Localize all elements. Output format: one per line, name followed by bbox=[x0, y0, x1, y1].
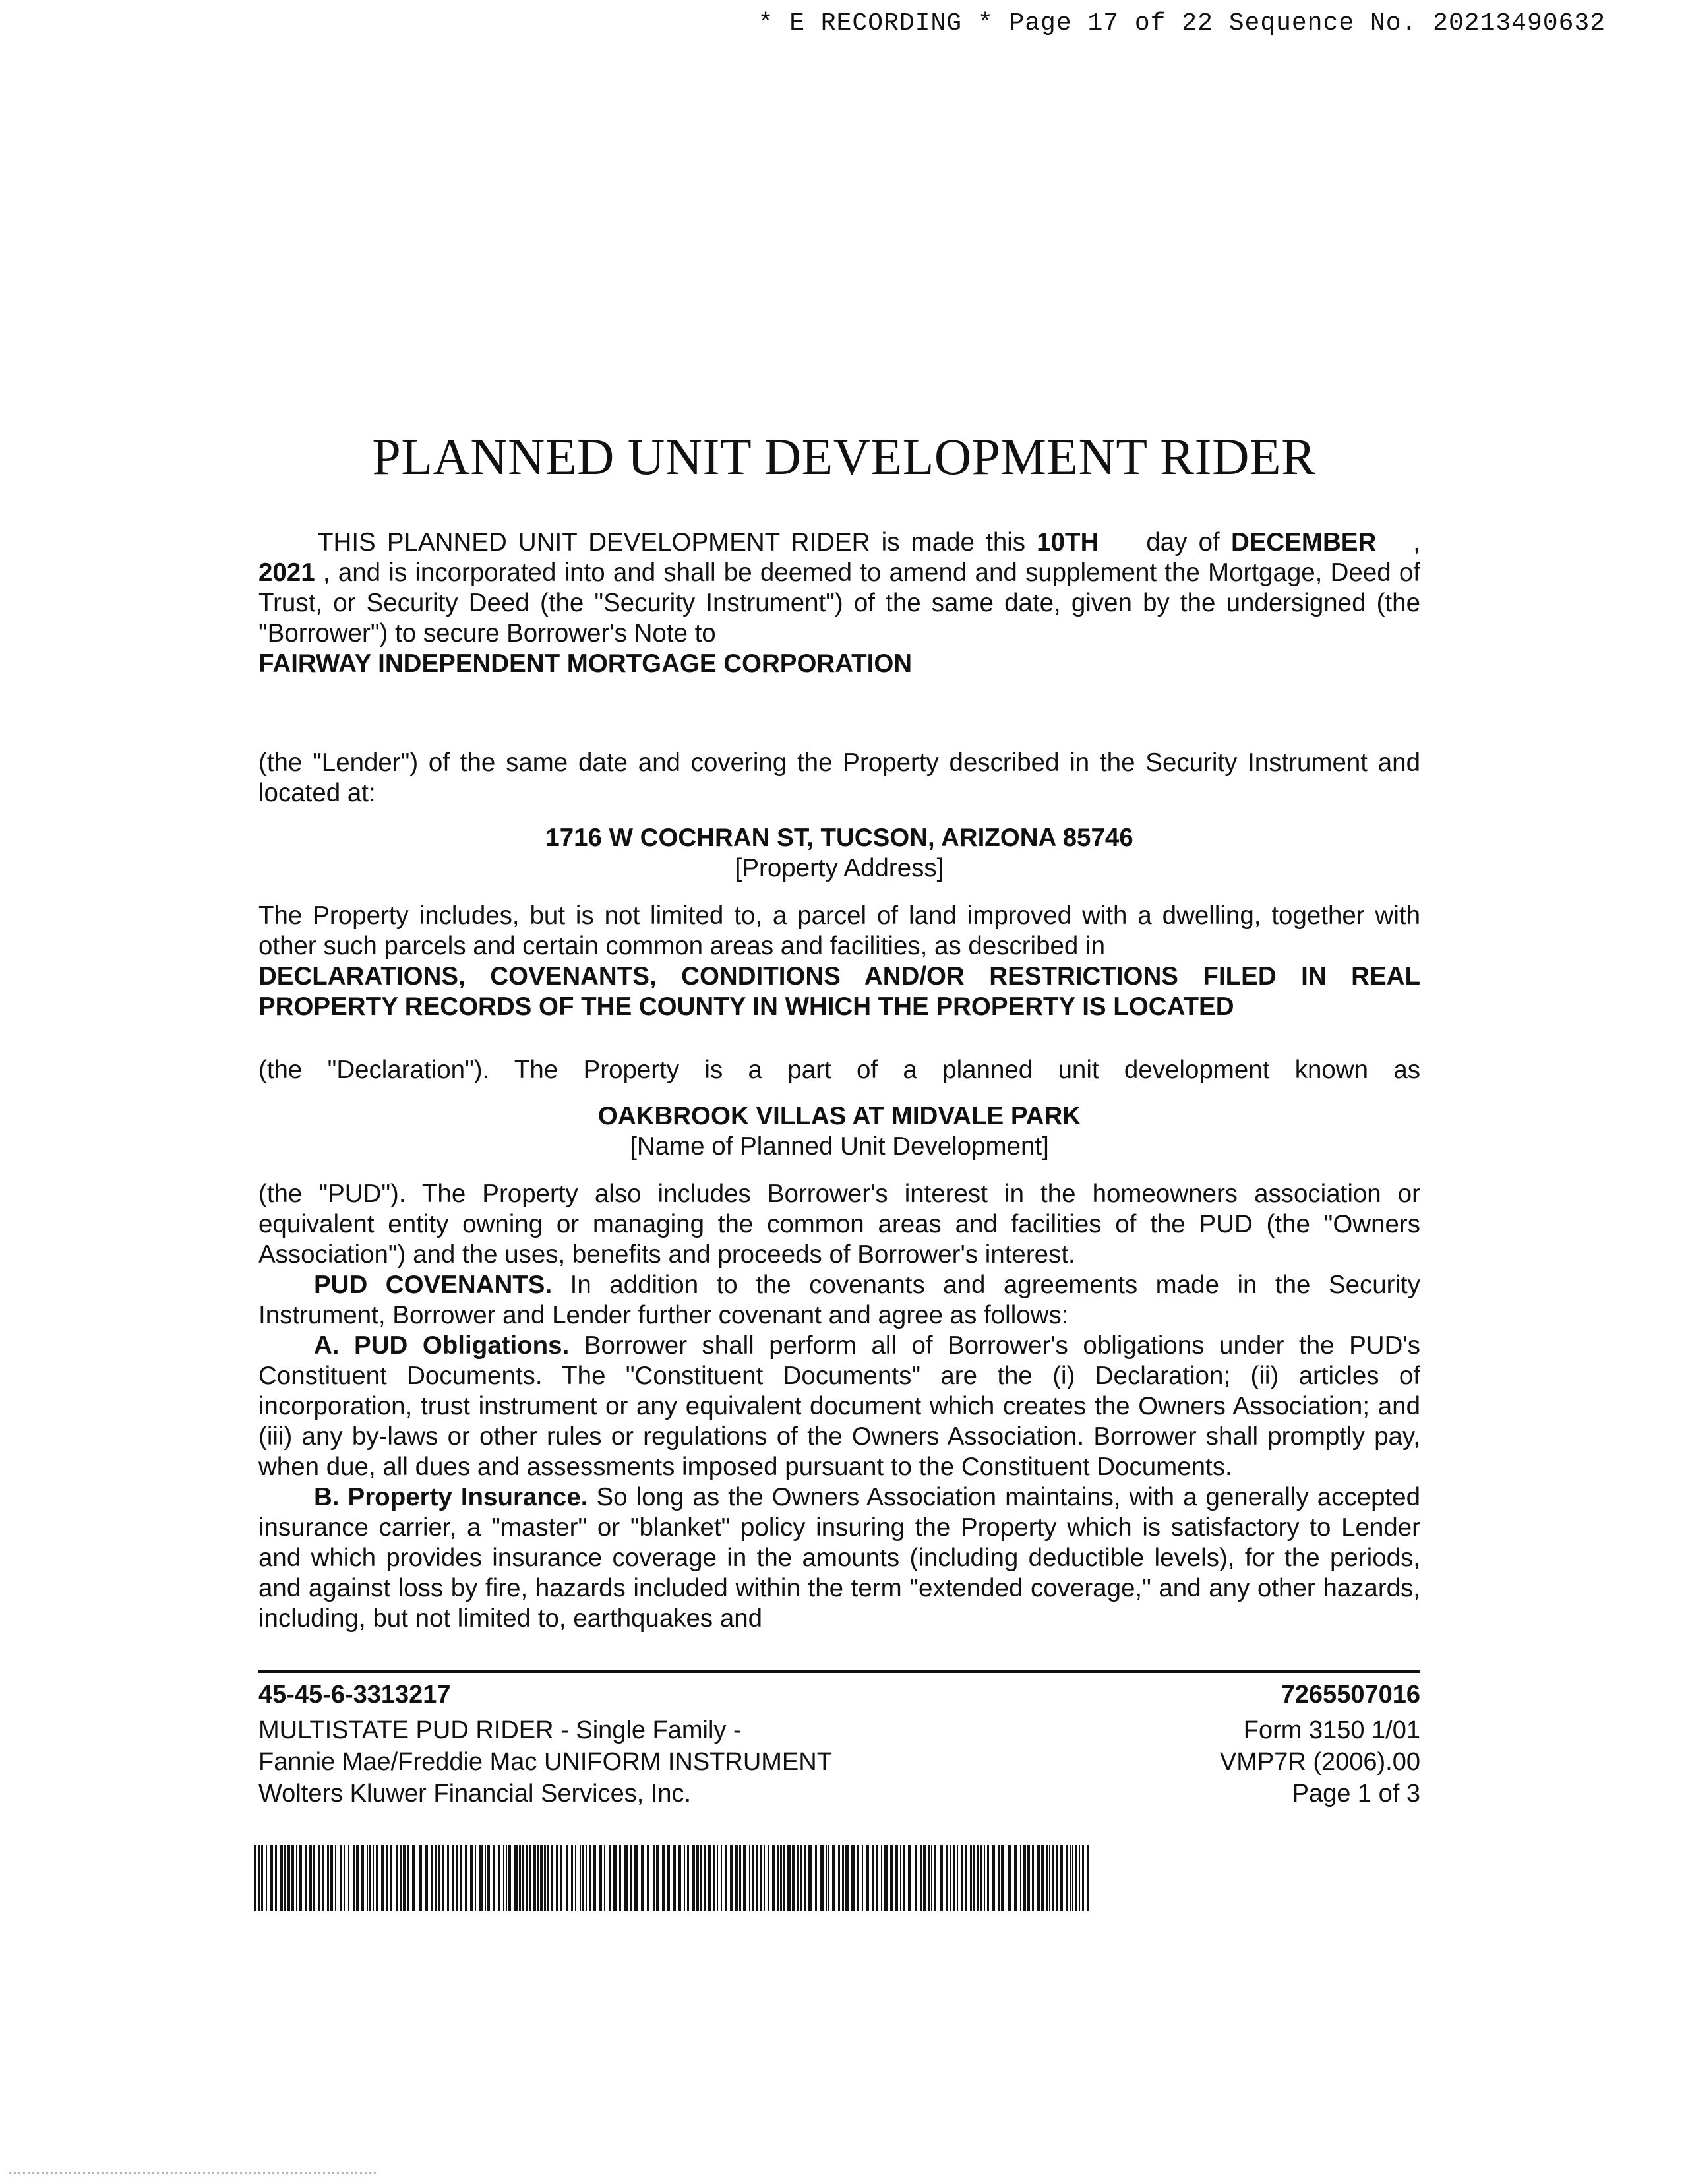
section-a-heading: A. PUD Obligations. bbox=[314, 1331, 570, 1360]
declaration-clause: (the "Declaration"). The Property is a part of a planned unit development known as bbox=[258, 1056, 1420, 1084]
declaration-caps-line-1: DECLARATIONS, COVENANTS, CONDITIONS AND/OR RESTRICTIONS FILED IN REAL bbox=[258, 962, 1420, 990]
lender-clause: (the "Lender") of the same date and covering the Property described in the Security Instrument and located at: bbox=[258, 748, 1420, 807]
property-address-block bbox=[258, 823, 1420, 884]
pud-name-block bbox=[258, 1101, 1420, 1162]
document-title: PLANNED UNIT DEVELOPMENT RIDER bbox=[372, 428, 1316, 485]
barcode-icon bbox=[254, 1845, 1090, 1911]
form-line-1: MULTISTATE PUD RIDER - Single Family - bbox=[258, 1716, 742, 1744]
pud-body bbox=[258, 1179, 1420, 1634]
pud-name: OAKBROOK VILLAS AT MIDVALE PARK bbox=[597, 1102, 1081, 1130]
pud-covenants-text: In addition to the covenants and agreements made in the Security Instrument, Borrower and Lender further covenant and agree as follows: bbox=[258, 1271, 1420, 1329]
intro-text-3: , and is incorporated into and shall be deemed to amend and supplement the Mortgage, Deed of Trust, or Security Deed (the "Security Instrument") of the same date, given by the undersigned (the "Borrower") to secure Borrower's Note to bbox=[258, 559, 1421, 648]
property-includes: The Property includes, but is not limited to, a parcel of land improved with a dwelling, together with other such parcels and certain common areas and facilities, as described in bbox=[258, 901, 1420, 960]
scan-artifact bbox=[9, 2172, 378, 2174]
form-line-2: Fannie Mae/Freddie Mac UNIFORM INSTRUMENT bbox=[258, 1748, 832, 1776]
page-indicator: Page 1 of 3 bbox=[1292, 1780, 1420, 1807]
vmp-code: VMP7R (2006).00 bbox=[1219, 1748, 1420, 1776]
declaration-caps-line-2: PROPERTY RECORDS OF THE COUNTY IN WHICH THE PROPERTY IS LOCATED bbox=[258, 992, 1234, 1021]
form-number: Form 3150 1/01 bbox=[1243, 1716, 1420, 1744]
rider-month: DECEMBER bbox=[1230, 528, 1377, 557]
recording-header: * E RECORDING * Page 17 of 22 Sequence No. 20213490632 bbox=[758, 9, 1606, 38]
section-a-text: Borrower shall perform all of Borrower's obligations under the PUD's Constituent Documents. The "Constituent Documents" are the (i) Declaration; (ii) articles of incorporation, trust instrument or any equivalent document which creates the Owners Association; and (iii) any by-laws or other rules or regulations of the Owners Association. Borrower shall promptly pay, when due, all dues and assessments imposed pursuant to the Constituent Documents. bbox=[258, 1331, 1420, 1481]
intro-text-2: day of bbox=[1146, 528, 1220, 557]
rider-year: 2021 bbox=[258, 559, 315, 587]
pud-covenants-heading: PUD COVENANTS. bbox=[314, 1271, 553, 1299]
section-b-text: So long as the Owners Association maintains, with a generally accepted insurance carrier, a "master" or "blanket" policy insuring the Property which is satisfactory to Lender and which provides insurance coverage in the amounts (including deductible levels), for the periods, and against loss by fire, hazards included within the term "extended coverage," and any other hazards, including, but not limited to, earthquakes and bbox=[258, 1483, 1420, 1633]
loan-id: 45-45-6-3313217 bbox=[258, 1681, 451, 1709]
rider-day: 10TH bbox=[1037, 528, 1099, 557]
property-address-label: [Property Address] bbox=[735, 854, 944, 882]
intro-comma: , bbox=[1413, 528, 1420, 557]
lender-name: FAIRWAY INDEPENDENT MORTGAGE CORPORATION bbox=[258, 650, 913, 678]
section-b-heading: B. Property Insurance. bbox=[314, 1483, 588, 1511]
pud-covenants-paragraph bbox=[258, 1270, 1420, 1331]
document-number: 7265507016 bbox=[1281, 1681, 1420, 1709]
property-includes-block bbox=[258, 901, 1420, 1022]
section-b-paragraph bbox=[258, 1482, 1420, 1634]
footer-divider bbox=[258, 1670, 1420, 1673]
pud-clause: (the "PUD"). The Property also includes Borrower's interest in the homeowners association or equivalent entity owning or managing the common areas and facilities of the PUD (the "Owners Association") and the uses, benefits and proceeds of Borrower's interest. bbox=[258, 1180, 1420, 1269]
declaration-clause-block bbox=[258, 1055, 1420, 1085]
intro-text-1: THIS PLANNED UNIT DEVELOPMENT RIDER is made this bbox=[318, 528, 1026, 557]
pud-name-label: [Name of Planned Unit Development] bbox=[630, 1132, 1049, 1161]
section-a-paragraph bbox=[258, 1331, 1420, 1482]
property-address: 1716 W COCHRAN ST, TUCSON, ARIZONA 85746 bbox=[545, 824, 1133, 852]
lender-clause-block bbox=[258, 748, 1420, 808]
form-line-3: Wolters Kluwer Financial Services, Inc. bbox=[258, 1780, 692, 1807]
intro-paragraph bbox=[258, 528, 1420, 679]
